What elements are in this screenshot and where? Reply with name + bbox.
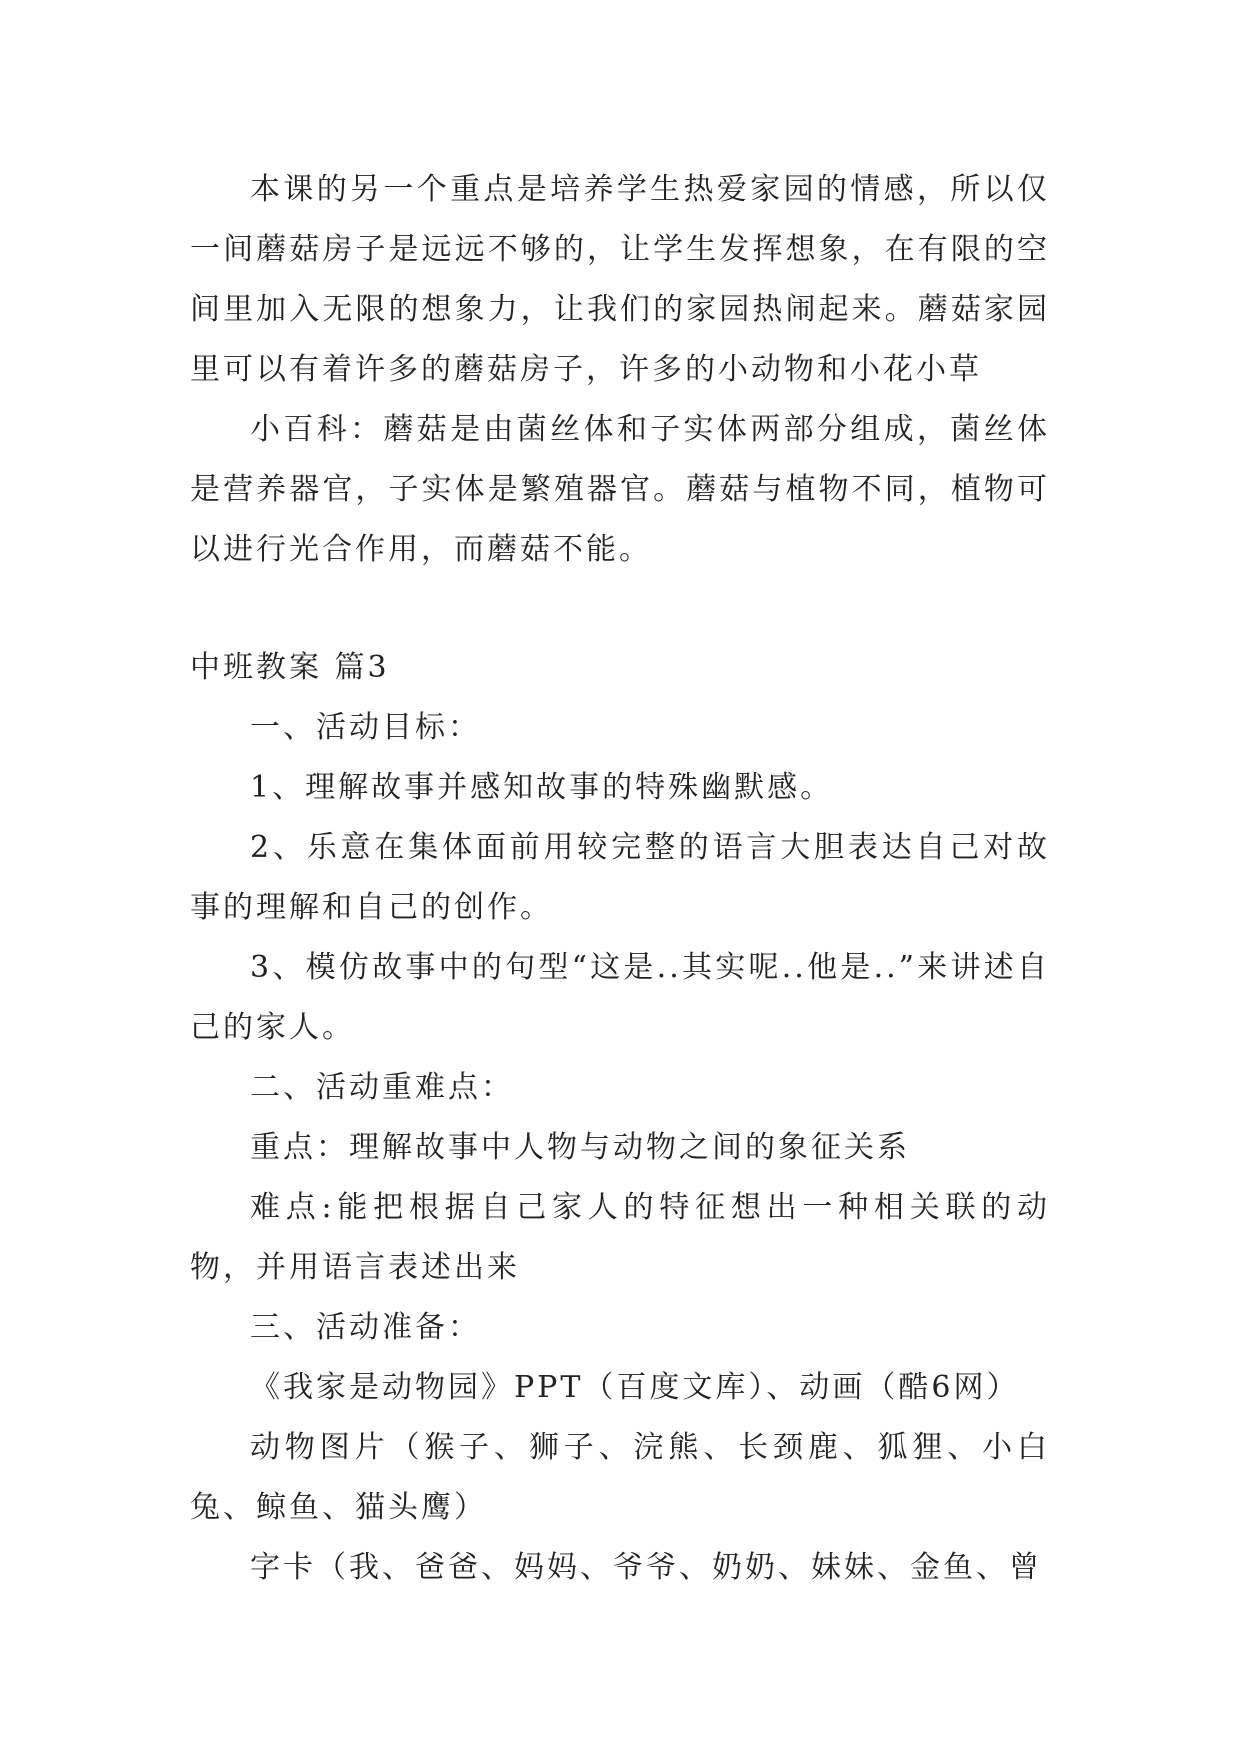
paragraph-activity-goals-title: 一、活动目标： — [250, 710, 481, 745]
section-heading: 中班教案 篇3 — [190, 650, 390, 685]
paragraph-preparation-pictures: 动物图片（猴子、狮子、浣熊、长颈鹿、狐狸、小白兔、鲸鱼、猫头鹰） — [190, 1430, 1050, 1525]
section-spacer — [190, 580, 1050, 638]
paragraph-preparation-title: 三、活动准备： — [250, 1310, 481, 1345]
paragraph-preparation-cards: 字卡（我、爸爸、妈妈、爷爷、奶奶、妹妹、金鱼、曾 — [250, 1550, 1042, 1585]
document-page — [190, 160, 1050, 1598]
paragraph-homeland-emphasis: 本课的另一个重点是培养学生热爱家园的情感，所以仅一间蘑菇房子是远远不够的，让学生发挥想象，在有限的空间里加入无限的想象力，让我们的家园热闹起来。蘑菇家园里可以有着许多的蘑菇房子，许多的小动物和小花小草 — [190, 172, 1050, 387]
paragraph-goal-3: 3、模仿故事中的句型“这是..其实呢..他是..”来讲述自己的家人。 — [190, 950, 1050, 1045]
paragraph-mushroom-encyclopedia: 小百科：蘑菇是由菌丝体和子实体两部分组成，菌丝体是营养器官，子实体是繁殖器官。蘑菇与植物不同，植物可以进行光合作用，而蘑菇不能。 — [190, 412, 1050, 567]
paragraph-goal-2: 2、乐意在集体面前用较完整的语言大胆表达自己对故事的理解和自己的创作。 — [190, 830, 1050, 925]
paragraph-key-point: 重点：理解故事中人物与动物之间的象征关系 — [250, 1130, 910, 1165]
paragraph-preparation-ppt: 《我家是动物园》PPT（百度文库）、动画（酷6网） — [250, 1370, 1020, 1405]
paragraph-difficulty: 难点:能把根据自己家人的特征想出一种相关联的动物，并用语言表述出来 — [190, 1190, 1050, 1285]
paragraph-key-points-title: 二、活动重难点： — [250, 1070, 514, 1105]
paragraph-goal-1: 1、理解故事并感知故事的特殊幽默感。 — [250, 770, 834, 805]
